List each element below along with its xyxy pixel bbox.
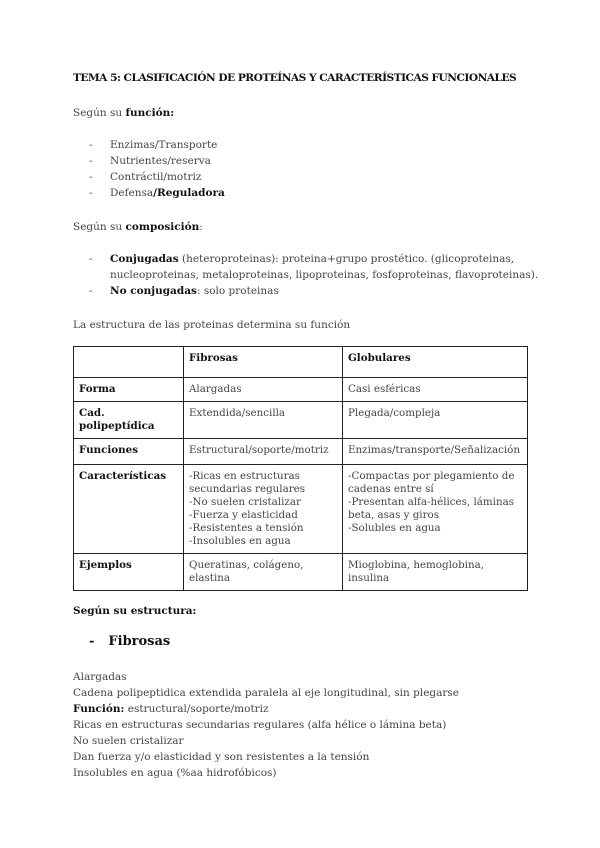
- text: : solo proteinas: [196, 285, 279, 297]
- bold-text: función:: [125, 107, 175, 119]
- text: Según su: [73, 221, 126, 233]
- text: Fibrosas: [108, 634, 171, 649]
- text: nucleoproteinas, metaloproteinas, lipoproteinas, fosfoproteinas, flavoproteinas).: [110, 269, 539, 281]
- table-cell: -Ricas en estructuras secundarias regulares -No suelen cristalizar -Fuerza y elasticidad -Resistentes a tensión -Insolubles en agua: [184, 465, 343, 554]
- table-header-cell: Globulares: [343, 347, 528, 378]
- bold-text: Conjugadas: [110, 253, 179, 265]
- list-item: - Enzimas/Transporte: [73, 137, 225, 153]
- row-label: Forma: [74, 378, 184, 402]
- table-row: [74, 402, 528, 439]
- text-line: Cadena polipeptidica extendida paralela al eje longitudinal, sin plegarse: [73, 687, 460, 699]
- table-header-cell: [74, 347, 184, 378]
- document-title: TEMA 5: CLASIFICACIÓN DE PROTEÍNAS Y CARACTERÍSTICAS FUNCIONALES: [73, 72, 517, 84]
- list-item: [73, 283, 538, 299]
- list-item: - Contráctil/motriz: [73, 169, 225, 185]
- list-item: [73, 185, 225, 201]
- fibrosas-description: [73, 669, 459, 781]
- fibrosas-heading: [73, 634, 170, 649]
- text: estructural/soporte/motriz: [124, 703, 269, 715]
- table-row: [74, 378, 528, 402]
- table-header-row: [74, 347, 528, 378]
- table-cell: -Compactas por plegamiento de cadenas entre sí -Presentan alfa-hélices, láminas beta, asas y giros -Solubles en agua: [343, 465, 528, 554]
- bold-text: composición: [125, 221, 200, 233]
- table-cell: Casi esféricas: [343, 378, 528, 402]
- text: (heteroproteinas): proteina+grupo prostético. (glicoproteinas,: [178, 253, 515, 265]
- bold-text: Función:: [73, 703, 125, 715]
- table-row: [74, 439, 528, 465]
- table-cell: Estructural/soporte/motriz: [184, 439, 343, 465]
- text-line: Ricas en estructuras secundarias regulares (alfa hélice o lámina beta): [73, 719, 447, 731]
- text-line: No suelen cristalizar: [73, 735, 184, 747]
- text: Según su: [73, 107, 126, 119]
- table-cell: Alargadas: [184, 378, 343, 402]
- list-item: [73, 251, 538, 283]
- table-cell: Plegada/compleja: [343, 402, 528, 439]
- table-cell: Mioglobina, hemoglobina, insulina: [343, 554, 528, 591]
- row-label: Funciones: [74, 439, 184, 465]
- funcion-list: [73, 137, 225, 201]
- list-item: - Nutrientes/reserva: [73, 153, 225, 169]
- text-line: Insolubles en agua (%aa hidrofóbicos): [73, 767, 277, 779]
- text-line: Alargadas: [73, 671, 127, 683]
- row-label: Cad. polipeptídica: [74, 402, 184, 439]
- text: Defensa: [110, 187, 154, 199]
- composicion-heading: [73, 219, 203, 235]
- funcion-heading: [73, 105, 174, 121]
- dash: -: [89, 634, 95, 649]
- text-line: [73, 701, 459, 717]
- text: :: [199, 221, 203, 233]
- table-row: [74, 465, 528, 554]
- estructura-heading: Según su estructura:: [73, 605, 197, 617]
- bold-text: /Reguladora: [153, 187, 225, 199]
- table-cell: Enzimas/transporte/Señalización: [343, 439, 528, 465]
- row-label: Características: [74, 465, 184, 554]
- text-line: Dan fuerza y/o elasticidad y son resistentes a la tensión: [73, 751, 370, 763]
- table-cell: Extendida/sencilla: [184, 402, 343, 439]
- table-header-cell: Fibrosas: [184, 347, 343, 378]
- comparison-table: [73, 346, 528, 591]
- estructura-line: La estructura de las proteinas determina su función: [73, 319, 351, 331]
- table-cell: Queratinas, colágeno, elastina: [184, 554, 343, 591]
- row-label: Ejemplos: [74, 554, 184, 591]
- table-row: [74, 554, 528, 591]
- bold-text: No conjugadas: [110, 285, 197, 297]
- composicion-list: [73, 251, 538, 299]
